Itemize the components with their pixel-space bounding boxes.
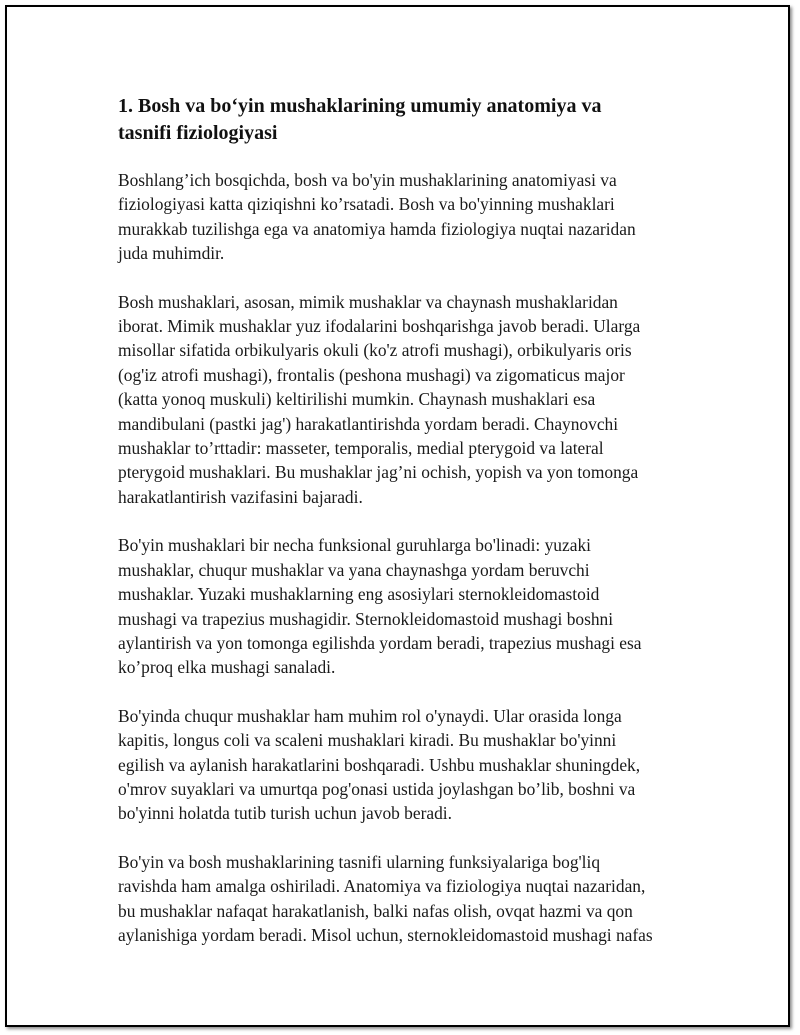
paragraph-deep-muscles: Bo'yinda chuqur mushaklar ham muhim rol o'ynaydi. Ular orasida longa kapitis, longus coli va scaleni mushaklari kiradi. Bu mushaklar bo'yinni egilish va aylanish harakatlarini boshqaradi. Ushbu mushaklar shuningdek, o'mrov suyaklari va umurtqa pog'onasi ustida joylashgan bo’lib, boshni va bo'yinni holatda tutib turish uchun javob beradi. <box>118 705 641 824</box>
paragraph-intro: Boshlang’ich bosqichda, bosh va bo'yin mushaklarining anatomiyasi va fiziologiyasi katta qiziqishni ko’rsatadi. Bosh va bo'yinning mushaklari murakkab tuzilishga ega va anatomiya hamda fiziologiya nuqtai nazaridan juda muhimdir. <box>118 170 636 264</box>
paragraph-neck-muscles: Bo'yin mushaklari bir necha funksional guruhlarga bo'linadi: yuzaki mushaklar, chuqur mushaklar va yana chaynashga yordam beruvchi mushaklar. Yuzaki mushaklarning eng asosiylari sternokleidomastoid mushagi va trapezius mushagidir. Sternokleidomastoid mushagi boshni aylantirish va yon tomonga egilishda yordam beradi, trapezius mushagi esa ko’proq elka mushagi sanaladi. <box>118 535 642 678</box>
paragraph-classification: Bo'yin va bosh mushaklarining tasnifi ularning funksiyalariga bog'liq ravishda ham amalga oshiriladi. Anatomiya va fiziologiya nuqtai nazaridan, bu mushaklar nafaqat harakatlanish, balki nafas olish, ovqat hazmi va qon aylanishiga yordam beradi. Misol uchun, sternokleidomastoid mushagi nafas <box>118 851 653 945</box>
paragraph-head-muscles: Bosh mushaklari, asosan, mimik mushaklar va chaynash mushaklaridan iborat. Mimik mushaklar yuz ifodalarini boshqarishga javob beradi. Ularga misollar sifatida orbikulyaris okuli (ko'z atrofi mushagi), orbikulyaris oris (og'iz atrofi mushagi), frontalis (peshona mushagi) va zigomaticus major (katta yonoq muskuli) keltirilishi mumkin. Chaynash mushaklari esa mandibulani (pastki jag') harakatlantirishda yordam beradi. Chaynovchi mushaklar to’rttadir: masseter, temporalis, medial pterygoid va lateral pterygoid mushaklari. Bu mushaklar jag’ni ochish, yopish va yon tomonga harakatlantirish vazifasini bajaradi. <box>118 291 641 507</box>
section-heading: 1. Bosh va bo‘yin mushaklarining umumiy anatomiya va tasnifi fiziologiyasi <box>118 95 602 144</box>
document-body <box>118 93 693 971</box>
